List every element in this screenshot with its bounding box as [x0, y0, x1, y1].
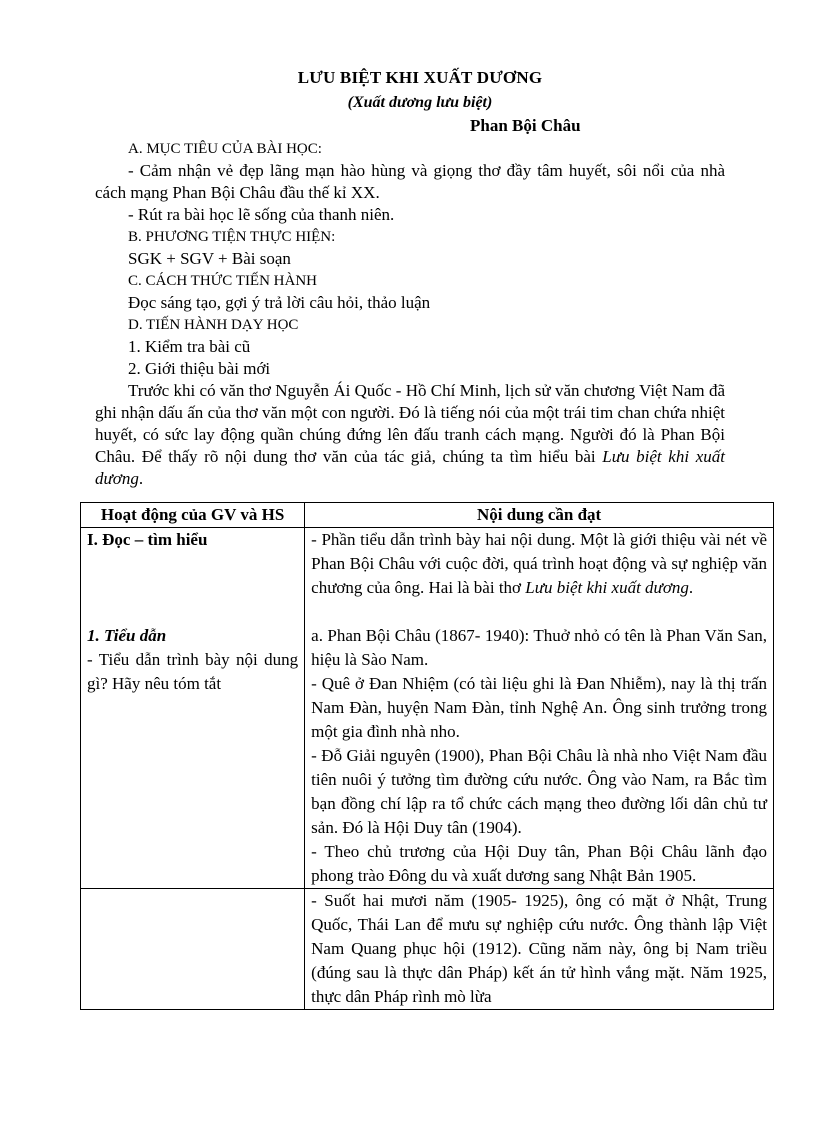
row2-right-paragraph-1: - Suốt hai mươi năm (1905- 1925), ông có mặt ở Nhật, Trung Quốc, Thái Lan để mưu sự nghiệp cứu nước. Ông thành lập Việt Nam Quang phục hội (1912). Cũng năm này, ông bị Nam triều (đúng sau là thực dân Pháp) kết án tử hình vắng mặt. Năm 1925, thực dân Pháp rình mò lừa: [311, 891, 767, 1006]
row1-left-spacer: [87, 552, 298, 624]
table-header-row: [81, 503, 774, 528]
intro-poem-title: Lưu biệt khi xuất dương: [95, 447, 725, 488]
intro-text: Trước khi có văn thơ Nguyễn Ái Quốc - Hồ Chí Minh, lịch sử văn chương Việt Nam đã ghi nhận dấu ấn của thơ văn một con người. Đó là tiếng nói của một trái tim chan chứa nhiệt huyết, có sức lay động quần chúng đứng lên đấu tranh cách mạng. Người đó là Phan Bội Châu. Để thấy rõ nội dung thơ văn của tác giả, chúng ta tìm hiểu bài: [95, 381, 725, 466]
document-author: Phan Bội Châu: [470, 116, 581, 135]
section-a-item-1: - Cảm nhận vẻ đẹp lãng mạn hào hùng và giọng thơ đầy tâm huyết, sôi nổi của nhà cách mạng Phan Bội Châu đầu thế kỉ XX.: [95, 161, 725, 202]
row1-left-cell: [81, 528, 305, 889]
row1-right-p1-end: .: [688, 578, 694, 597]
row1-right-paragraph-3: - Quê ở Đan Nhiệm (có tài liệu ghi là Đan Nhiễm), nay là thị trấn Nam Đàn, huyện Nam Đàn, tỉnh Nghệ An. Ông sinh trưởng trong một gia đình nhà nho.: [311, 674, 767, 741]
row1-right-paragraph-2: a. Phan Bội Châu (1867- 1940): Thuở nhỏ có tên là Phan Văn San, hiệu là Sào Nam.: [311, 626, 767, 669]
row1-right-cell: [305, 528, 774, 889]
lesson-table: [80, 502, 774, 1010]
intro-end: .: [138, 469, 144, 488]
header-content: Nội dung cần đạt: [305, 503, 774, 528]
row1-right-paragraph-5: - Theo chủ trương của Hội Duy tân, Phan Bội Châu lãnh đạo phong trào Đông du và xuất dương sang Nhật Bản 1905.: [311, 842, 767, 885]
header-activities: Hoạt động của GV và HS: [81, 503, 305, 528]
document-title: LƯU BIỆT KHI XUẤT DƯƠNG: [297, 68, 543, 87]
row1-left-subheading: 1. Tiểu dẫn: [87, 626, 167, 645]
lesson-intro: [95, 138, 725, 490]
section-c-text: Đọc sáng tạo, gợi ý trả lời câu hỏi, thảo luận: [128, 293, 431, 312]
row1-right-paragraph-4: - Đỗ Giải nguyên (1900), Phan Bội Châu là nhà nho Việt Nam đầu tiên nuôi ý tưởng tìm đường cứu nước. Ông vào Nam, ra Bắc tìm bạn đồng chí lập ra tổ chức cách mạng theo đường lối dân chủ tư sản. Đó là Hội Duy tân (1904).: [311, 746, 767, 837]
section-a-item-2: - Rút ra bài học lẽ sống của thanh niên.: [128, 205, 395, 224]
row2-right-cell: [305, 889, 774, 1010]
section-d-item-1: 1. Kiểm tra bài cũ: [128, 337, 251, 356]
section-d-heading: D. TIẾN HÀNH DẠY HỌC: [128, 317, 299, 333]
row2-left-cell: [81, 889, 305, 1010]
section-b-heading: B. PHƯƠNG TIỆN THỰC HIỆN:: [128, 229, 336, 245]
row1-right-paragraph-1: [311, 528, 767, 600]
section-b-text: SGK + SGV + Bài soạn: [128, 249, 291, 268]
document-subtitle: (Xuất dương lưu biệt): [347, 94, 493, 111]
row1-left-heading: I. Đọc – tìm hiểu: [87, 530, 208, 549]
section-c-heading: C. CÁCH THỨC TIẾN HÀNH: [128, 273, 318, 289]
row1-left-question: - Tiểu dẫn trình bày nội dung gì? Hãy nêu tóm tắt: [87, 650, 299, 693]
table-row: [81, 889, 774, 1010]
row1-right-p1-text: - Phần tiểu dẫn trình bày hai nội dung. Một là giới thiệu vài nét về Phan Bội Châu với cuộc đời, quá trình hoạt động và sự nghiệp văn chương của ông. Hai là bài thơ: [311, 530, 767, 597]
intro-paragraph: [95, 380, 725, 490]
section-a-heading: A. MỤC TIÊU CỦA BÀI HỌC:: [128, 141, 322, 157]
section-d-item-2: 2. Giới thiệu bài mới: [128, 359, 271, 378]
row1-right-spacer: [311, 600, 767, 624]
row1-right-p1-title: Lưu biệt khi xuất dương: [525, 578, 689, 597]
table-row: [81, 528, 774, 889]
